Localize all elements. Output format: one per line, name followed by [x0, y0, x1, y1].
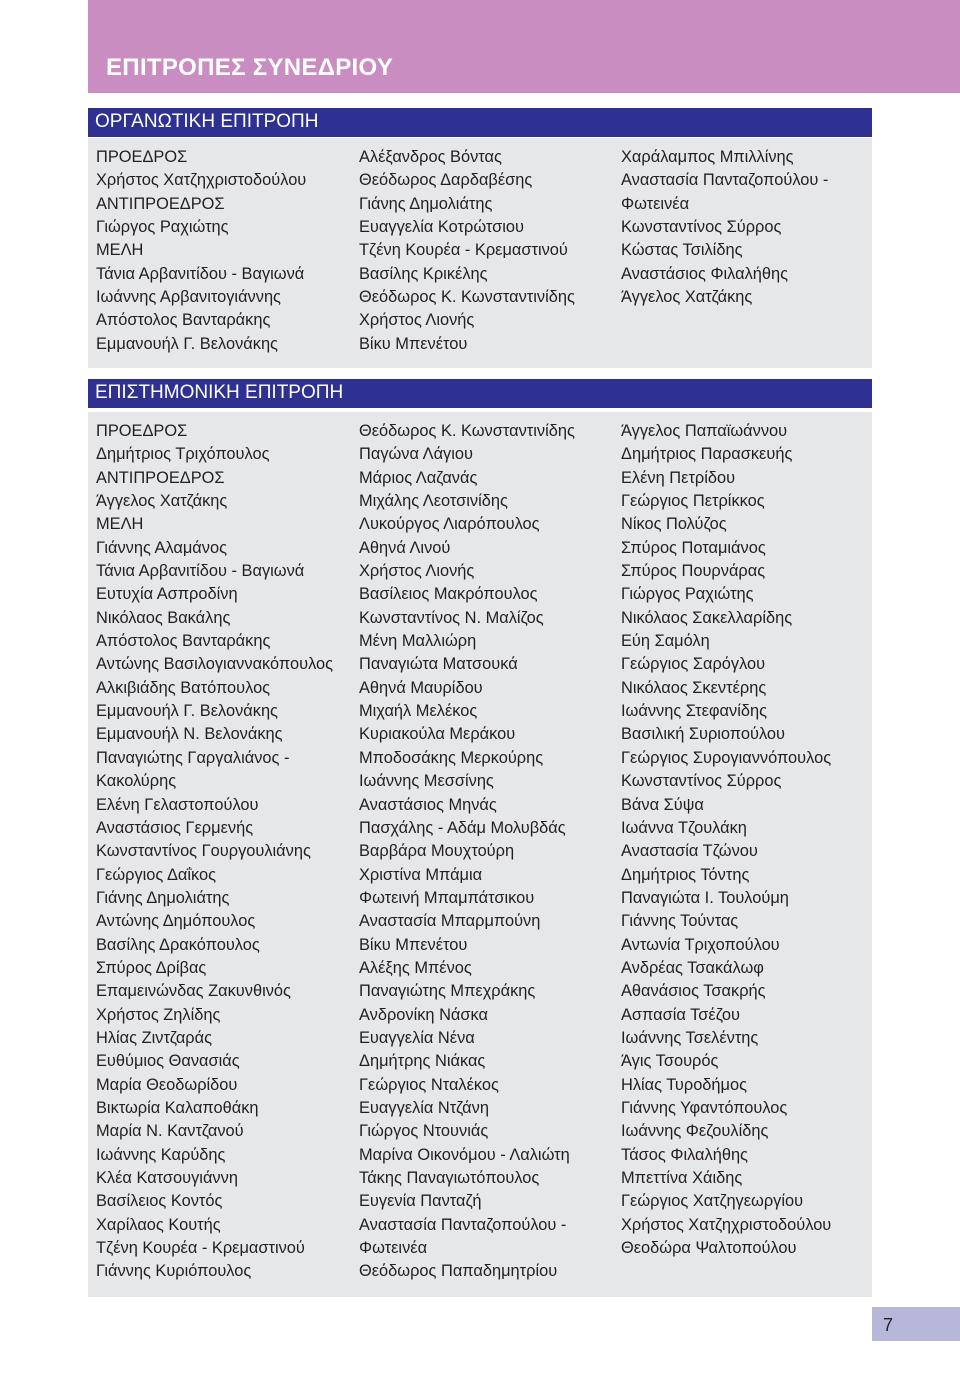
- committee-line: Γιώργος Ραχιώτης: [621, 585, 754, 604]
- committee-line: Αντώνης Βασιλογιαννακόπουλος: [96, 655, 334, 674]
- committee-line: Κωνσταντίνος Γουργουλιάνης: [96, 842, 311, 861]
- scientific-committee-header: [88, 379, 872, 408]
- committee-line: Πασχάλης - Αδάμ Μολυβδάς: [359, 818, 566, 837]
- committee-line: Κώστας Τσιλίδης: [621, 241, 743, 260]
- committee-line: Ευαγγελία Νένα: [359, 1028, 475, 1047]
- page-number-box: [872, 1307, 960, 1341]
- committee-line: Νικόλαος Σακελλαρίδης: [621, 608, 793, 627]
- committee-line: Ευθύμιος Θανασιάς: [96, 1052, 240, 1071]
- committee-line: Αθηνά Λινού: [359, 538, 451, 557]
- committee-line: Ανδρέας Τσακάλωφ: [621, 958, 764, 977]
- committee-line: Ιωάννης Φεζουλίδης: [621, 1122, 769, 1141]
- committee-line: Θεόδωρος Κ. Κωνσταντινίδης: [359, 422, 575, 440]
- committee-line: Τάνια Αρβανιτίδου - Βαγιωνά: [96, 562, 305, 581]
- committee-line: Βίκυ Μπενέτου: [359, 334, 468, 353]
- committee-line: Αλκιβιάδης Βατόπουλος: [96, 678, 271, 697]
- page-number: 7: [883, 1315, 894, 1335]
- committee-line: Χρήστος Ζηλίδης: [96, 1005, 221, 1024]
- organizing-committee-heading: ΟΡΓΑΝΩΤΙΚΗ ΕΠΙΤΡΟΠΗ: [95, 111, 319, 132]
- committee-line: Βικτωρία Καλαποθάκη: [96, 1098, 259, 1117]
- committee-line: Αντώνης Δημόπουλος: [96, 912, 256, 931]
- committee-line: Μιχάλης Λεοτσινίδης: [359, 492, 508, 511]
- committee-line: Παναγιώτα Ι. Τουλούμη: [621, 888, 789, 907]
- committee-line: ΠΡΟΕΔΡΟΣ: [96, 148, 188, 166]
- committee-line: Άγγελος Παπαϊωάννου: [621, 422, 788, 440]
- committee-line: Δημήτριος Τόντης: [621, 865, 750, 884]
- committee-line: Γεώργιος Συρογιαννόπουλος: [621, 748, 832, 767]
- committee-line: Ευαγγελία Κοτρώτσιου: [359, 218, 524, 237]
- committee-line: Βασίλης Δρακόπουλος: [96, 935, 260, 954]
- committee-line: Τζένη Κουρέα - Κρεμαστινού: [359, 241, 568, 260]
- committee-line: Φωτεινέα: [359, 1239, 428, 1258]
- scientific-committee-heading: ΕΠΙΣΤΗΜΟΝΙΚΗ ΕΠΙΤΡΟΠΗ: [95, 382, 344, 403]
- committee-line: Μαρία Ν. Καντζανού: [96, 1122, 244, 1141]
- committee-line: Κωνσταντίνος Σύρρος: [621, 218, 782, 237]
- committee-line: Αναστασία Τζώνου: [621, 842, 758, 861]
- committee-line: Τάκης Παναγιωτόπουλος: [359, 1169, 540, 1187]
- committee-line: Χρήστος Λιονής: [359, 562, 475, 581]
- scientific-column-3: [621, 420, 831, 1260]
- committee-line: Σπύρος Ποταμιάνος: [621, 538, 766, 557]
- committee-line: Μάριος Λαζανάς: [359, 468, 478, 487]
- committee-line: Χαράλαμπος Μπιλλίνης: [621, 148, 794, 166]
- committee-line: Δημήτριος Τριχόπουλος: [96, 445, 270, 464]
- committee-line: Νικόλαος Σκεντέρης: [621, 678, 767, 697]
- committee-line: Σπύρος Πουρνάρας: [621, 562, 766, 581]
- committee-line: Χρήστος Χατζηχριστοδούλου: [621, 1215, 832, 1234]
- committee-line: Θεοδώρα Ψαλτοπούλου: [621, 1239, 797, 1258]
- committee-line: ΑΝΤΙΠΡΟΕΔΡΟΣ: [96, 468, 225, 487]
- committee-line: Παναγιώτης Μπεχράκης: [359, 982, 536, 1001]
- scientific-committee-body: [88, 412, 872, 1297]
- committee-line: Γιώργος Ντουνιάς: [359, 1122, 489, 1141]
- committee-line: Ελένη Γελαστοπούλου: [96, 795, 259, 814]
- committee-line: Εμμανουήλ Γ. Βελονάκης: [96, 702, 278, 721]
- committee-line: Μπεττίνα Χάιδης: [621, 1169, 743, 1187]
- title-banner: [88, 0, 960, 93]
- committee-line: Γεώργιος Σαρόγλου: [621, 655, 766, 674]
- committee-line: Γεώργιος Χατζηγεωργίου: [621, 1192, 804, 1211]
- committee-line: ΠΡΟΕΔΡΟΣ: [96, 422, 188, 440]
- committee-line: Χαρίλαος Κουτής: [96, 1215, 221, 1234]
- committee-line: Αλέξης Μπένος: [359, 958, 472, 977]
- page-title: ΕΠΙΤΡΟΠΕΣ ΣΥΝΕΔΡΙΟΥ: [106, 54, 394, 81]
- committee-line: Βασίλειος Μακρόπουλος: [359, 585, 538, 604]
- committee-line: Χρήστος Χατζηχριστοδούλου: [96, 171, 307, 190]
- committee-line: Κωνσταντίνος Σύρρος: [621, 772, 782, 791]
- committee-line: Ηλίας Τυροδήμος: [621, 1075, 748, 1094]
- committee-line: Ευαγγελία Ντζάνη: [359, 1098, 489, 1117]
- committee-line: Γιάννης Τούντας: [621, 912, 739, 931]
- committee-line: Ασπασία Τσέζου: [621, 1005, 740, 1024]
- committee-line: Βασιλική Συριοπούλου: [621, 725, 785, 744]
- committee-line: Αντωνία Τριχοπούλου: [621, 935, 780, 954]
- organizing-column-3: [621, 146, 828, 309]
- committee-line: Νικόλαος Βακάλης: [96, 608, 231, 627]
- committee-line: Ιωάννης Στεφανίδης: [621, 702, 767, 721]
- committee-line: Δημήτρης Νιάκας: [359, 1052, 486, 1071]
- committee-line: Ιωάννης Καρύδης: [96, 1145, 226, 1164]
- committee-line: Κακολύρης: [96, 772, 177, 791]
- committee-line: Βασίλης Κρικέλης: [359, 264, 488, 283]
- committee-line: Ιωάννης Τσελέντης: [621, 1028, 759, 1047]
- committee-line: Χρήστος Λιονής: [359, 311, 475, 330]
- committee-line: ΜΕΛΗ: [96, 241, 144, 260]
- committee-line: Βίκυ Μπενέτου: [359, 935, 468, 954]
- committee-line: Ανδρονίκη Νάσκα: [359, 1005, 488, 1024]
- committee-line: Μένη Μαλλιώρη: [359, 632, 477, 651]
- committee-line: Αναστάσιος Γερμενής: [96, 818, 254, 837]
- committee-line: Εύη Σαμόλη: [621, 632, 710, 651]
- committee-line: Μαρία Θεοδωρίδου: [96, 1075, 238, 1094]
- organizing-committee-body: [88, 138, 872, 368]
- committee-line: Εμμανουήλ Γ. Βελονάκης: [96, 334, 278, 353]
- committee-line: Αναστασία Μπαρμπούνη: [359, 912, 541, 931]
- committee-line: Παγώνα Λάγιου: [359, 445, 473, 464]
- committee-line: Γεώργιος Πετρίκκος: [621, 492, 765, 511]
- committee-line: Μιχαήλ Μελέκος: [359, 702, 478, 721]
- committee-line: Παναγιώτα Ματσουκά: [359, 655, 518, 674]
- committee-line: Απόστολος Βανταράκης: [96, 632, 271, 651]
- committee-line: Γιάνης Δημολιάτης: [96, 888, 230, 907]
- committee-line: Τάσος Φιλαλήθης: [621, 1145, 748, 1164]
- committee-line: Τάνια Αρβανιτίδου - Βαγιωνά: [96, 264, 305, 283]
- committee-line: Αναστάσιος Φιλαλήθης: [621, 264, 789, 283]
- committee-line: Θεόδωρος Δαρδαβέσης: [359, 171, 533, 190]
- committee-line: Κυριακούλα Μεράκου: [359, 725, 516, 744]
- committee-line: Παναγιώτης Γαργαλιάνος -: [96, 748, 290, 767]
- committee-line: Τζένη Κουρέα - Κρεμαστινού: [96, 1239, 305, 1258]
- organizing-column-1: [96, 146, 306, 356]
- committee-line: Βασίλειος Κοντός: [96, 1192, 223, 1211]
- committee-line: Κωνσταντίνος Ν. Μαλίζος: [359, 608, 544, 627]
- committee-line: Γιάννης Κυριόπουλος: [96, 1262, 252, 1281]
- committee-line: Λυκούργος Λιαρόπουλος: [359, 515, 540, 534]
- committee-line: Χριστίνα Μπάμια: [359, 865, 483, 884]
- committee-line: Γιάνης Δημολιάτης: [359, 194, 493, 213]
- committee-line: Βάνα Σύψα: [621, 795, 704, 814]
- committee-line: Αναστασία Πανταζοπούλου -: [359, 1215, 567, 1234]
- committee-line: Φωτεινέα: [621, 194, 690, 213]
- committee-line: Μποδοσάκης Μερκούρης: [359, 748, 544, 767]
- committee-line: Απόστολος Βανταράκης: [96, 311, 271, 330]
- committee-line: Μαρίνα Οικονόμου - Λαλιώτη: [359, 1145, 570, 1164]
- committee-line: Ευγενία Πανταζή: [359, 1192, 482, 1211]
- committee-line: Αλέξανδρος Βόντας: [359, 148, 502, 166]
- committee-line: Γιώργος Ραχιώτης: [96, 218, 229, 237]
- committee-line: ΑΝΤΙΠΡΟΕΔΡΟΣ: [96, 194, 225, 213]
- committee-line: Αναστασία Πανταζοπούλου -: [621, 171, 829, 190]
- committee-line: Νίκος Πολύζος: [621, 515, 727, 534]
- committee-line: Γιάννης Υφαντόπουλος: [621, 1098, 788, 1117]
- committee-line: Επαμεινώνδας Ζακυνθινός: [96, 982, 291, 1001]
- committee-line: Θεόδωρος Παπαδημητρίου: [359, 1262, 558, 1281]
- committee-line: Γιάννης Αλαμάνος: [96, 538, 227, 557]
- scientific-column-2: [359, 420, 575, 1284]
- scientific-column-1: [96, 420, 333, 1284]
- committee-line: Σπύρος Δρίβας: [96, 958, 207, 977]
- committee-line: Άγγελος Χατζάκης: [621, 288, 753, 307]
- committee-line: Αθηνά Μαυρίδου: [359, 678, 483, 697]
- committee-line: Γεώργιος Νταλέκος: [359, 1075, 499, 1094]
- committee-line: Εμμανουήλ Ν. Βελονάκης: [96, 725, 283, 744]
- committee-line: Αθανάσιος Τσακρής: [621, 982, 766, 1001]
- committee-line: Ελένη Πετρίδου: [621, 468, 736, 487]
- committee-line: Ευτυχία Ασπροδίνη: [96, 585, 238, 604]
- committee-line: Κλέα Κατσουγιάννη: [96, 1169, 238, 1187]
- organizing-column-2: [359, 146, 575, 356]
- committee-line: Ηλίας Ζιντζαράς: [96, 1028, 212, 1047]
- committee-line: Δημήτριος Παρασκευής: [621, 445, 793, 464]
- committee-line: ΜΕΛΗ: [96, 515, 144, 534]
- committee-line: Άγγελος Χατζάκης: [96, 492, 228, 511]
- committee-line: Φωτεινή Μπαμπάτσικου: [359, 888, 535, 907]
- committee-line: Θεόδωρος Κ. Κωνσταντινίδης: [359, 288, 575, 307]
- committee-line: Ιωάννης Αρβανιτογιάννης: [96, 288, 281, 307]
- committee-line: Αναστάσιος Μηνάς: [359, 795, 497, 814]
- organizing-committee-header: [88, 108, 872, 137]
- committee-line: Ιωάννα Τζουλάκη: [621, 818, 747, 837]
- committee-line: Ιωάννης Μεσσίνης: [359, 772, 494, 791]
- committee-line: Γεώργιος Δαΐκος: [96, 865, 217, 884]
- committee-line: Άγις Τσουρός: [621, 1052, 719, 1071]
- committee-line: Βαρβάρα Μουχτούρη: [359, 842, 515, 861]
